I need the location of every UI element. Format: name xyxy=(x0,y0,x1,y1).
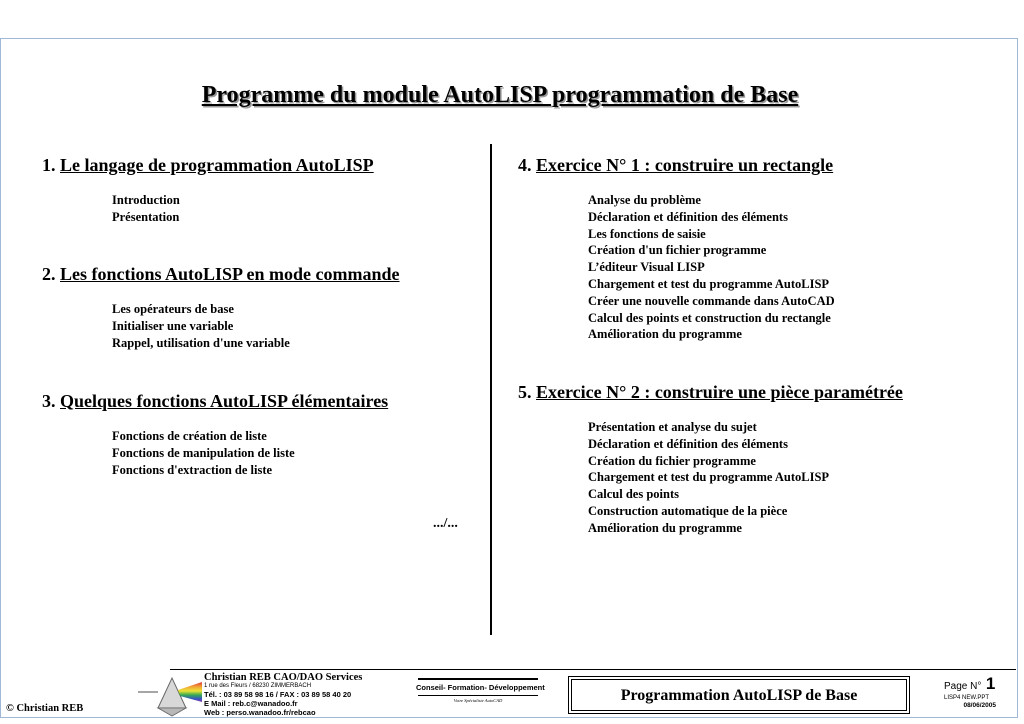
section-title: Exercice N° 2 : construire une pièce paramétrée xyxy=(536,382,903,402)
company-name: Christian REB CAO/DAO Services xyxy=(204,672,363,683)
list-item: Chargement et test du programme AutoLISP xyxy=(588,470,830,485)
section-number: 2. xyxy=(42,264,60,284)
list-item: Introduction xyxy=(112,193,180,207)
list-item: Initialiser une variable xyxy=(112,318,234,333)
list-item: Création d'un fichier programme xyxy=(588,243,767,258)
file-name: LISP4 NEW.PPT xyxy=(944,695,990,701)
section-title: Exercice N° 1 : construire un rectangle xyxy=(536,155,834,175)
list-item: Fonctions d'extraction de liste xyxy=(112,462,273,477)
section-items xyxy=(588,192,835,343)
list-item: Présentation xyxy=(112,209,180,224)
services-tagline: Votre Spécialiste AutoCAD xyxy=(453,698,503,703)
list-item: Présentation et analyse du sujet xyxy=(588,420,757,434)
section-title: Quelques fonctions AutoLISP élémentaires xyxy=(60,391,389,411)
section-items xyxy=(112,301,400,351)
company-email: E Mail : reb.c@wanadoo.fr xyxy=(204,699,298,708)
list-item: Créer une nouvelle commande dans AutoCAD xyxy=(588,293,835,308)
list-item: Fonctions de création de liste xyxy=(112,429,267,443)
list-item: Construction automatique de la pièce xyxy=(588,503,788,518)
footer-rule xyxy=(170,669,1016,670)
section-number: 1. xyxy=(42,155,60,175)
column-divider xyxy=(490,144,492,635)
list-item: Analyse du problème xyxy=(588,193,701,207)
document-date: 08/06/2005 xyxy=(963,702,996,709)
page-label: Page N° xyxy=(944,681,982,692)
page-number: 1 xyxy=(985,674,996,693)
section-number: 5. xyxy=(518,382,536,402)
section-heading xyxy=(518,382,903,403)
section-4 xyxy=(518,155,835,343)
section-5 xyxy=(518,382,903,537)
section-2 xyxy=(42,264,400,351)
copyright-notice: © Christian REB xyxy=(6,703,84,714)
list-item: Calcul des points xyxy=(588,487,679,502)
company-info xyxy=(204,672,362,717)
list-item: L’éditeur Visual LISP xyxy=(588,260,705,275)
list-item: Calcul des points et construction du rectangle xyxy=(588,310,831,325)
page-title: Programme du module AutoLISP programmation de Base xyxy=(201,82,799,109)
list-item: Création du fichier programme xyxy=(588,453,756,468)
section-number: 3. xyxy=(42,391,60,411)
course-title-box xyxy=(568,676,910,714)
section-heading xyxy=(518,155,835,176)
list-item: Rappel, utilisation d'une variable xyxy=(112,335,290,350)
page-frame xyxy=(0,38,1018,718)
list-item: Déclaration et définition des éléments xyxy=(588,209,788,224)
section-title: Les fonctions AutoLISP en mode commande xyxy=(60,264,400,284)
course-title: Programmation AutoLISP de Base xyxy=(571,679,907,711)
list-item: Fonctions de manipulation de liste xyxy=(112,445,295,460)
services-text: Conseil- Formation- Développement xyxy=(416,682,545,692)
services-block xyxy=(416,678,545,703)
company-web: Web : perso.wanadoo.fr/rebcao xyxy=(204,708,316,717)
section-3 xyxy=(42,391,388,478)
list-item: Déclaration et définition des éléments xyxy=(588,436,788,451)
prism-logo-icon xyxy=(138,672,202,718)
section-heading xyxy=(42,391,388,412)
list-item: Les opérateurs de base xyxy=(112,302,234,316)
list-item: Les fonctions de saisie xyxy=(588,226,706,241)
company-address: 1 rue des Fleurs / 68230 ZIMMERBACH xyxy=(204,683,312,689)
continuation-marker: .../... xyxy=(433,516,458,531)
list-item: Amélioration du programme xyxy=(588,327,742,342)
page-info xyxy=(944,674,996,709)
section-items xyxy=(588,419,903,537)
company-phone: Tél. : 03 89 58 98 16 / FAX : 03 89 58 40 20 xyxy=(204,690,352,699)
section-items xyxy=(112,192,374,226)
section-heading xyxy=(42,155,374,176)
list-item: Chargement et test du programme AutoLISP xyxy=(588,276,830,291)
section-number: 4. xyxy=(518,155,536,175)
section-items xyxy=(112,428,388,478)
list-item: Amélioration du programme xyxy=(588,520,742,535)
section-title: Le langage de programmation AutoLISP xyxy=(60,155,374,175)
section-1 xyxy=(42,155,374,226)
section-heading xyxy=(42,264,400,285)
